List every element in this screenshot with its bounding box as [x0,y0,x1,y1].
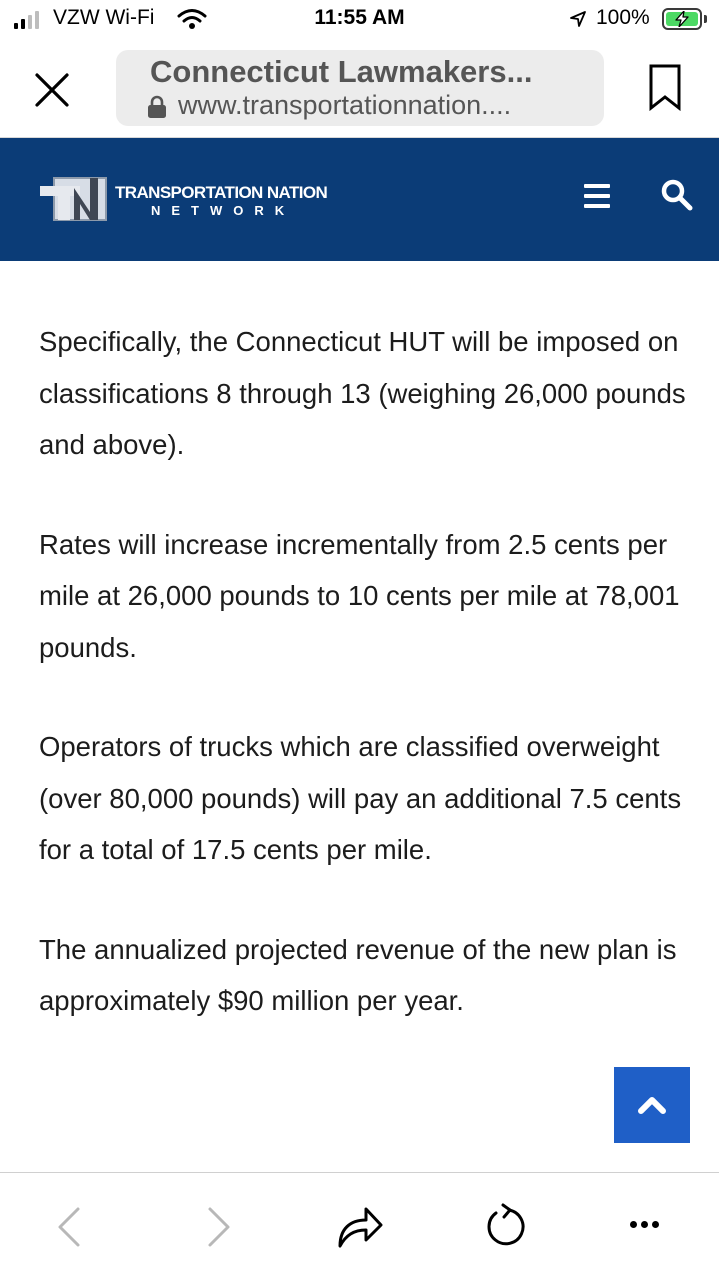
article-paragraph: Rates will increase incrementally from 2.5 cents per mile at 26,000 pounds to 10 cents per mile at 78,001 pounds. [39,528,680,663]
logo-subtitle: NETWORK [151,203,296,218]
tn-logo-mark [40,172,110,224]
more-icon[interactable] [630,1221,659,1228]
article-paragraph: The annualized projected revenue of the new plan is approximately $90 million per year. [39,933,677,1016]
url-text: www.transportationnation.... [178,90,512,120]
carrier-label: VZW Wi-Fi [53,6,155,29]
chevron-right-icon[interactable] [206,1205,232,1249]
back-to-top-button[interactable] [614,1067,690,1143]
battery-icon [662,8,702,30]
location-arrow-icon [569,10,587,28]
clock-time: 11:55 AM [314,6,405,29]
share-icon[interactable] [336,1203,384,1249]
site-nav-bar [0,138,719,261]
battery-terminal [704,15,707,23]
address-bar[interactable] [116,50,604,126]
search-icon[interactable] [660,178,694,212]
article-paragraph: Specifically, the Connecticut HUT will be imposed on classifications 8 through 13 (weighing 26,000 pounds and above). [39,326,686,460]
browser-toolbar [0,1173,719,1280]
bookmark-icon[interactable] [648,63,682,111]
logo-name: TRANSPORTATION NATION [115,183,328,202]
page-title: Connecticut Lawmakers... [150,54,533,89]
chevron-left-icon[interactable] [56,1205,82,1249]
battery-percentage: 100% [596,6,650,29]
hamburger-menu-icon[interactable] [584,184,610,214]
close-icon[interactable] [32,70,72,110]
article-body [39,316,689,1075]
charging-bolt-icon [673,11,691,27]
chevron-up-icon [638,1094,666,1114]
site-logo[interactable] [40,172,360,228]
article-paragraph: Operators of trucks which are classified overweight (over 80,000 pounds) will pay an additional 7.5 cents for a total of 17.5 cents per mile. [39,731,682,865]
status-bar [0,0,719,40]
lock-icon [146,95,168,119]
reload-icon[interactable] [482,1203,526,1249]
